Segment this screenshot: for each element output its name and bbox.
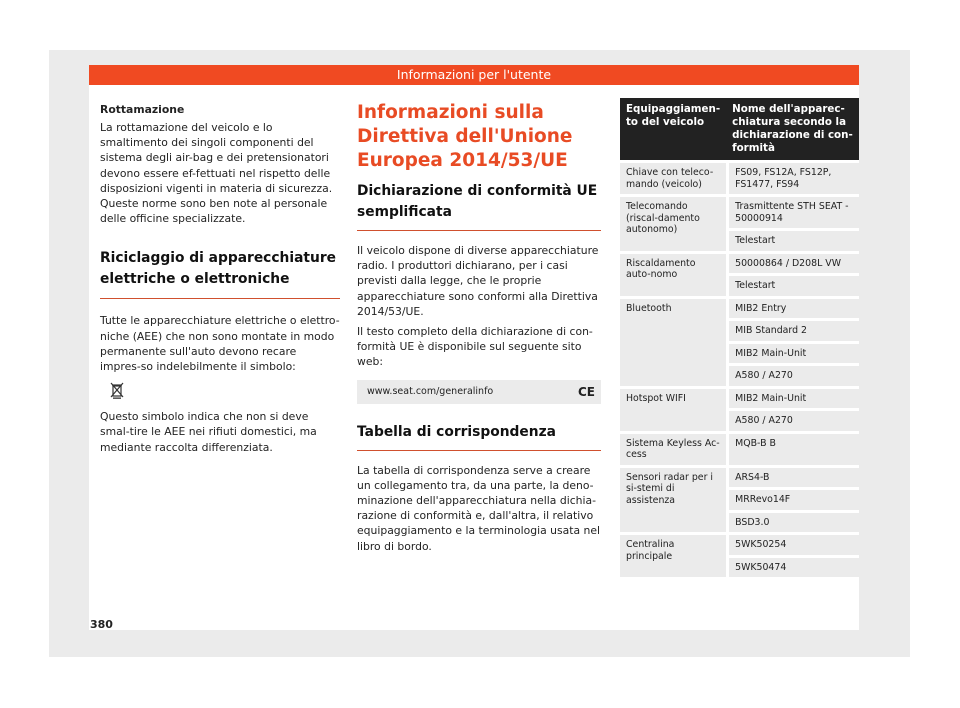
paragraph: Il testo completo della dichiarazione di con-formità UE è disponibile sul seguente sito web: <box>357 325 593 369</box>
cell-device-name: MRRevo14F <box>726 490 859 510</box>
website-link[interactable]: www.seat.com/generalinfo <box>367 386 494 398</box>
cell-device-name: 5WK50254 <box>726 535 859 555</box>
page-number: 380 <box>90 618 113 631</box>
ce-mark-icon: CE <box>577 384 595 399</box>
paragraph: La tabella di corrispondenza serve a creare un collegamento tra, da una parte, la deno-minazione dell'apparecchiatura nella dichia-razione di conformità e, dall'altra, il relativo equipaggiamento e la terminologia usata nel libro di bordo. <box>357 463 600 553</box>
cell-device-name: Telestart <box>726 276 859 296</box>
cell-equipment: Sistema Keyless Ac-cess <box>620 434 726 465</box>
cell-device-name: A580 / A270 <box>726 366 859 386</box>
table-row <box>620 434 859 465</box>
paragraph: Il veicolo dispone di diverse apparecchiature radio. I produttori dichiarano, per i casi previsti dalla legge, che le proprie apparecchiature sono conformi alla Direttiva 2014/53/UE. <box>357 244 599 318</box>
page-content <box>89 85 859 630</box>
website-link-box <box>357 380 601 404</box>
cell-device-name: Telestart <box>726 231 859 251</box>
page-header: Informazioni per l'utente <box>89 65 859 85</box>
cell-device-name: A580 / A270 <box>726 411 859 431</box>
cell-device-name: 50000864 / D208L VW <box>726 254 859 274</box>
cell-equipment: Riscaldamento auto-nomo <box>620 254 726 296</box>
left-column <box>100 103 340 460</box>
paragraph: La rottamazione del veicolo e lo smaltimento dei singoli componenti del sistema degli air-bag e dei pretensionatori devono essere ef-fettuati nel rispetto delle disposizioni vigenti in materia di sicurezza. Queste norme sono ben note al personale delle officine specializzate. <box>100 121 333 226</box>
cell-device-name: Trasmittente STH SEAT - 50000914 <box>726 197 859 228</box>
cell-device-name: MQB-B B <box>726 434 859 465</box>
cell-equipment: Hotspot WIFI <box>620 389 726 431</box>
section-title-dichiarazione: Dichiarazione di conformità UE semplificata <box>357 181 601 231</box>
table-row <box>620 197 859 228</box>
paragraph: Questo simbolo indica che non si deve smal-tire le AEE nei rifiuti domestici, ma mediante raccolta differenziata. <box>100 410 317 454</box>
cell-device-name: BSD3.0 <box>726 513 859 533</box>
cell-device-name: FS09, FS12A, FS12P, FS1477, FS94 <box>726 163 859 194</box>
cell-device-name: MIB2 Main-Unit <box>726 389 859 409</box>
column-header-equipment: Equipaggiamen-to del veicolo <box>620 98 726 160</box>
correspondence-table <box>620 95 859 580</box>
cell-device-name: 5WK50474 <box>726 558 859 578</box>
section-title-tabella: Tabella di corrispondenza <box>357 422 601 451</box>
table-row <box>620 163 859 194</box>
cell-equipment: Chiave con teleco-mando (veicolo) <box>620 163 726 194</box>
cell-device-name: MIB2 Main-Unit <box>726 344 859 364</box>
table-row <box>620 254 859 274</box>
cell-device-name: MIB Standard 2 <box>726 321 859 341</box>
cell-equipment: Bluetooth <box>620 299 726 386</box>
cell-equipment: Sensori radar per i si-stemi di assistenza <box>620 468 726 533</box>
section-title-riciclaggio: Riciclaggio di apparecchiature elettriche o elettroniche <box>100 248 340 299</box>
section-heading-rottamazione: Rottamazione <box>100 103 185 116</box>
page-title: Informazioni sulla Direttiva dell'Unione Europea 2014/53/UE <box>357 102 573 171</box>
table-body <box>620 163 859 577</box>
crossed-bin-icon <box>110 379 340 401</box>
middle-column <box>357 101 601 559</box>
cell-device-name: ARS4-B <box>726 468 859 488</box>
right-column <box>620 98 859 580</box>
table-header-row <box>620 98 859 160</box>
cell-equipment: Telecomando (riscal-damento autonomo) <box>620 197 726 251</box>
table-row <box>620 535 859 555</box>
column-header-device-name: Nome dell'apparec-chiatura secondo la dichiarazione di con-formità <box>726 98 859 160</box>
table-row <box>620 299 859 319</box>
cell-device-name: MIB2 Entry <box>726 299 859 319</box>
cell-equipment: Centralina principale <box>620 535 726 577</box>
paragraph: Tutte le apparecchiature elettriche o elettro-niche (AEE) che non sono montate in modo permanente sull'auto devono recare impres-so indelebilmente il simbolo: <box>100 314 340 374</box>
table-row <box>620 468 859 488</box>
table-row <box>620 389 859 409</box>
